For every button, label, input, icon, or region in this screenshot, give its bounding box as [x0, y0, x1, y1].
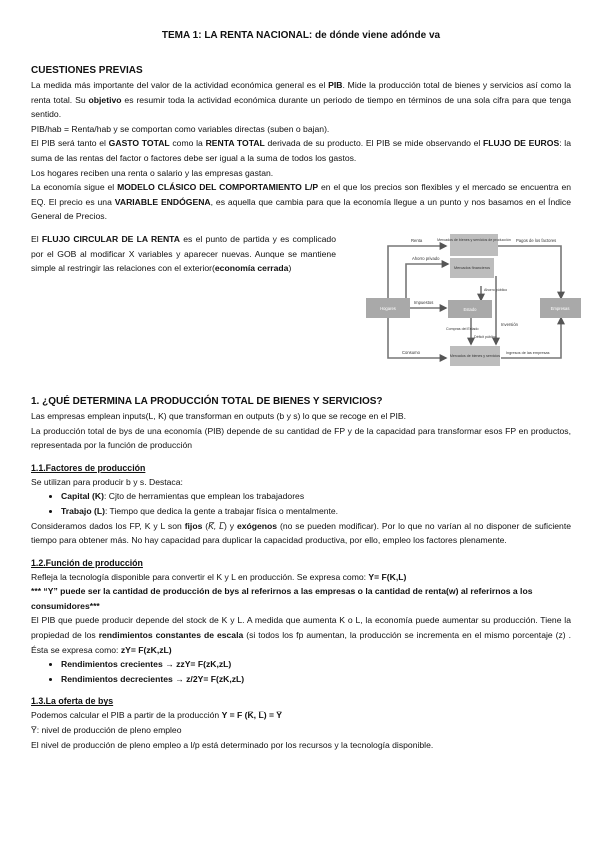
list-item: • Capital (K): Cjto de herramientas que emplean los trabajadores — [61, 489, 571, 504]
paragraph-s11-intro: Se utilizan para producir b y s. Destaca: — [31, 476, 183, 487]
section-heading-1-3: 1.3.La oferta de bys — [31, 696, 114, 707]
label-impuestos: Impuestos — [414, 299, 434, 305]
label-hogares: Hogares — [380, 305, 396, 311]
paragraph-s1-inputs: Las empresas emplean inputs(L, K) que transforman en outputs (b y s) lo que se recoge en el PIB. — [31, 410, 406, 421]
paragraph-s13-pib: Podemos calcular el PIB a partir de la producción Y = F (K̅, L̅) = Y̅ — [31, 710, 282, 721]
paragraph-pib: La medida más importante del valor de la actividad económica general es el PIB. Mide la producción total de bienes y servicios así como la renta total. Su objetivo es resumir toda la actividad económica durante un periodo de tiempo en términos de una sola cifra para que tenga sentido. — [31, 80, 572, 120]
label-ahorro-publico: Ahorro público — [484, 287, 508, 292]
paragraph-gasto-renta: El PIB será tanto el GASTO TOTAL como la RENTA TOTAL derivada de su producto. El PIB se mide observando el FLUJO DE EUROS: la suma de las rentas del factor o factores debe ser igual a la suma de todos los gastos. — [31, 138, 571, 163]
document-page — [31, 30, 571, 752]
section-heading-1-1: 1.1.Factores de producción — [31, 462, 146, 473]
flow-renta — [388, 246, 446, 298]
paragraph-s12-note: *** “Y” puede ser la cantidad de producción de bys al referirnos a las empresas o la cantidad de renta(w) al referirnos a los consumidores*** — [31, 586, 533, 611]
paragraph-s13-nivel: Y̅: nivel de producción de pleno empleo — [31, 725, 182, 736]
label-pagos: Pagos de los factores — [516, 237, 557, 243]
label-consumo: Consumo — [402, 349, 420, 355]
label-mercados-factores: Mercados de bienes y servicios — [449, 353, 501, 358]
paragraph-s1-produccion: La producción total de bys de una economía (PIB) depende de su cantidad de FP y de la capacidad para transformar esos FP en productos, representada por la función de producción — [31, 425, 571, 451]
list-item: • Trabajo (L): Tiempo que dedica la gente a trabajar física o mentalmente. — [61, 504, 571, 519]
section-heading-1: 1. ¿QUÉ DETERMINA LA PRODUCCIÓN TOTAL DE BIENES Y SERVICIOS? — [31, 395, 383, 407]
label-compras-estado: Compras del Estado — [446, 326, 479, 331]
flujo-circular-block — [31, 232, 571, 382]
paragraph-modelo-clasico: La economía sigue el MODELO CLÁSICO DEL COMPORTAMIENTO L/P en el que los precios son flexibles y el mercado se encuentra en EQ. El precio es una VARIABLE ENDÓGENA, es aquella que cambia para que la economía llegue a un punto y nos basamos en el Índice General de Precios. — [31, 182, 572, 222]
label-mercados-bienes: Mercados de bienes y servicios de producción — [437, 237, 511, 242]
paragraph-s12-rendimientos: El PIB que puede producir depende del stock de K y L. A medida que aumenta K o L, la economía puede aumentar su producción. Tiene la propiedad de los rendimientos constantes de escala (si todos los fp aumentan, la producción se incrementa en el mismo porcentaje (z) . Ésta se expresa como: zY= F(zK,zL) — [31, 615, 572, 655]
label-mercados-financieros: Mercados financieros — [453, 265, 491, 270]
list-factores — [31, 489, 571, 518]
label-ahorro-privado: Ahorro privado — [412, 255, 440, 261]
paragraph-hogares: Los hogares reciben una renta o salario y las empresas gastan. — [31, 167, 274, 178]
section-heading-1-2: 1.2.Función de producción — [31, 557, 143, 568]
document-title: TEMA 1: LA RENTA NACIONAL: de dónde viene adónde va — [161, 30, 441, 41]
label-ingresos: Ingresos de las empresas — [506, 350, 550, 355]
flow-ahorro-privado — [406, 264, 448, 298]
paragraph-flujo-circular: El FLUJO CIRCULAR DE LA RENTA es el punto de partida y es complicado por el GOB al modificar X variables y aparecer nuevas. Aunque se mantiene simple al restringir las relaciones con el exterior(economía cerrada) — [31, 233, 336, 274]
paragraph-pib-hab: PIB/hab = Renta/hab y se comportan como variables directas (suben o bajan). — [31, 123, 330, 134]
label-renta: Renta — [411, 237, 423, 243]
label-empresas: Empresas — [550, 305, 570, 311]
label-inversion: Inversión — [501, 321, 518, 327]
paragraph-s11-fijos: Consideramos dados los FP, K y L son fijos (K̅, L̅) y exógenos (no se pueden modificar). Por lo que no varían al no disponer de suficiente tiempo para obtener más. No hay capacidad para duplicar la capacidad productiva, por ello, empleo los factores plenamente. — [31, 520, 571, 546]
paragraph-s13-pleno-empleo: El nivel de producción de pleno empleo a l/p está determinado por los recursos y la tecnología disponible. — [31, 739, 434, 750]
list-item: • Rendimientos crecientes → zzY= F(zK,zL) — [61, 657, 571, 672]
paragraph-s12-funcion: Refleja la tecnología disponible para convertir el K y L en producción. Se expresa como: Y= F(K,L) — [31, 571, 407, 582]
list-rendimientos — [31, 657, 571, 686]
circular-flow-diagram — [366, 226, 581, 366]
section-heading-previas: CUESTIONES PREVIAS — [31, 65, 143, 76]
label-estado: Estado — [463, 306, 477, 312]
list-item: • Rendimientos decrecientes → z/2Y= F(zK,zL) — [61, 672, 571, 687]
label-deficit-publico: Déficit público — [474, 334, 497, 339]
